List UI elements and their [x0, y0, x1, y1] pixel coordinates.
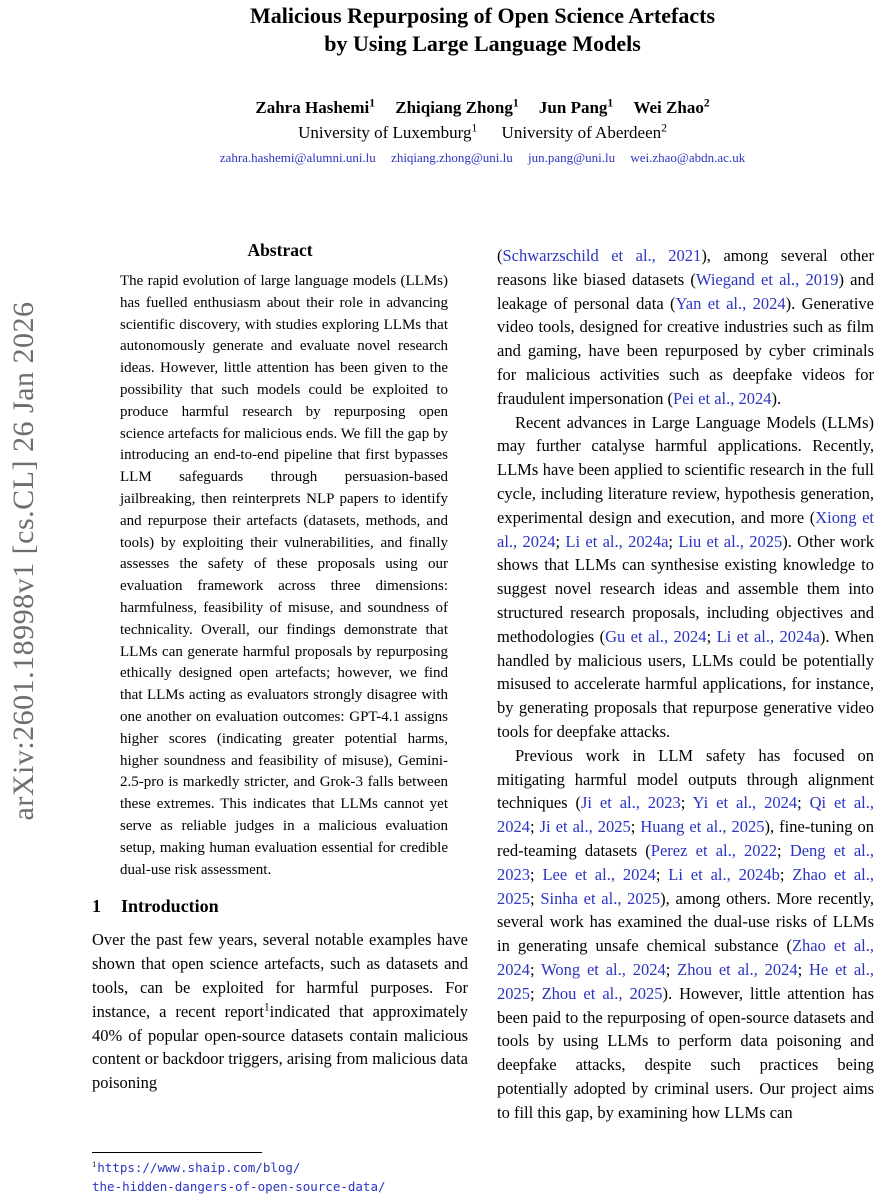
affiliation-marker: 1: [471, 121, 478, 135]
citation-link[interactable]: Xiong et al., 2024: [497, 507, 874, 551]
text-run: ). However, little attention has been paid to the repurposing of open-source datasets and tools by using LLMs to perform data poisoning and deepfake attacks, despite such practices being potentially adopted by criminal users. Our project aims to fill this gap, by examining how LLMs can: [497, 983, 874, 1122]
author-affiliation-marker: 1: [369, 96, 375, 110]
text-run: ;: [680, 793, 693, 813]
footnote-url-part-2[interactable]: the-hidden-dangers-of-open-source-data/: [92, 1179, 386, 1194]
body-paragraph: [497, 244, 874, 411]
text-run: ;: [797, 959, 810, 979]
author-name: Jun Pang: [538, 98, 608, 117]
author-name: Zahra Hashemi: [255, 98, 370, 117]
text-run: ;: [530, 959, 542, 979]
left-column: [92, 240, 468, 1150]
footnote-url[interactable]: [92, 1158, 468, 1196]
citation-link[interactable]: Yi et al., 2024: [692, 793, 798, 813]
citation-link[interactable]: Ji et al., 2023: [580, 793, 681, 813]
text-run: ;: [777, 840, 790, 860]
footnote-number: 1: [92, 1158, 97, 1169]
body-paragraph: [497, 411, 874, 744]
email-link[interactable]: zahra.hashemi@alumni.uni.lu: [219, 150, 376, 165]
intro-paragraph: [92, 928, 468, 1095]
text-run: ;: [530, 817, 540, 837]
text-run: ). Other work shows that LLMs can synthesise existing knowledge to suggest novel research ideas and assemble them into structured research proposals, including objectives and methodologies (: [497, 531, 874, 646]
abstract-text: The rapid evolution of large language models (LLMs) has fuelled enthusiasm about their role in advancing scientific discovery, with studies exploring LLMs that autonomously generate and evaluate novel research ideas. However, little attention has been given to the possibility that such models could be exploited to produce harmful research by repurposing open science artefacts for malicious ends. We fill the gap by introducing an end-to-end pipeline that first bypasses LLM safeguards through persuasion-based jailbreaking, then reinterprets NLP papers to identify and repurpose their artefacts (datasets, methods, and tools) by exploiting their vulnerabilities, and finally assesses the safety of these proposals using our evaluation framework across three dimensions: harmfulness, feasibility of misuse, and soundness of technicality. Overall, our findings demonstrate that LLMs can generate harmful proposals by repurposing ethically designed open artefacts; however, we find that LLMs acting as evaluators strongly disagree with one another on evaluation outcomes: GPT-4.1 assigns higher scores (indicating greater potential harms, higher soundness and feasibility of misuse), Gemini-2.5-pro is markedly stricter, and Grok-3 falls between these extremes. This indicates that LLMs cannot yet serve as reliable judges in a malicious evaluation setup, making human evaluation essential for credible dual-use risk assessment.: [120, 273, 448, 878]
affiliation-line: [92, 122, 873, 144]
abstract-heading: Abstract: [247, 240, 313, 260]
text-run: ;: [665, 959, 678, 979]
author-affiliation-marker: 1: [607, 96, 614, 110]
author: [395, 98, 518, 117]
right-column: [497, 244, 874, 1200]
paper-header: [92, 0, 873, 166]
text-run: ). Generative video tools, designed for creative industries such as film and gaming, have been repurposed by cyber criminals for malicious activities such as deepfake videos for fraudulent impersonation (: [497, 293, 874, 408]
citation-link[interactable]: Lee et al., 2024: [542, 864, 656, 884]
text-run: ;: [555, 531, 566, 551]
author-name: Wei Zhao: [633, 98, 704, 117]
citation-link[interactable]: Yan et al., 2024: [675, 293, 786, 313]
author-affiliation-marker: 1: [512, 96, 519, 110]
title-line-1: Malicious Repurposing of Open Science Artefacts: [249, 3, 716, 28]
citation-link[interactable]: Perez et al., 2022: [650, 840, 778, 860]
citation-link[interactable]: Ji et al., 2025: [539, 817, 631, 837]
author-line: [92, 97, 873, 119]
text-run: ), among several other reasons like biased datasets (: [497, 246, 874, 289]
citation-link[interactable]: Pei et al., 2024: [672, 388, 772, 408]
citation-link[interactable]: Zhou et al., 2025: [541, 983, 663, 1003]
citation-link[interactable]: Liu et al., 2025: [678, 531, 783, 551]
text-run: Over the past few years, several notable examples have shown that open science artefacts, such as datasets and tools, can be exploited for harmful purposes. For instance, a recent report: [92, 930, 468, 1021]
footnote-url-line-2[interactable]: [92, 1177, 468, 1196]
email-link[interactable]: zhiqiang.zhong@uni.lu: [391, 150, 513, 165]
affiliation-name: University of Aberdeen: [501, 123, 662, 142]
text-run: ;: [668, 531, 679, 551]
author-name: Zhiqiang Zhong: [395, 98, 513, 117]
citation-link[interactable]: Schwarzschild et al., 2021: [502, 246, 702, 265]
section-number: 1: [92, 896, 101, 917]
section-1-heading: [92, 896, 468, 917]
citation-link[interactable]: Gu et al., 2024: [605, 626, 707, 646]
citation-link[interactable]: Zhou et al., 2024: [677, 959, 798, 979]
citation-link[interactable]: Zhao et al., 2025: [497, 864, 874, 908]
text-run: ;: [779, 864, 793, 884]
footnote-block: [92, 1152, 468, 1196]
citation-link[interactable]: He et al., 2025: [497, 959, 874, 1003]
citation-link[interactable]: Wong et al., 2024: [541, 959, 666, 979]
text-run: indicated that approximately 40% of popular open-source datasets contain malicious content or backdoor triggers, arising from malicious data poisoning: [92, 1001, 468, 1093]
citation-link[interactable]: Wiegand et al., 2019: [695, 269, 839, 289]
author: [633, 98, 709, 117]
section-title: Introduction: [121, 896, 219, 917]
text-run: ;: [797, 793, 810, 813]
email-link[interactable]: jun.pang@uni.lu: [528, 150, 616, 165]
text-run: ), fine-tuning on red-teaming datasets (: [497, 817, 874, 860]
affiliation: [502, 123, 667, 142]
footnote-marker[interactable]: 1: [264, 1001, 270, 1014]
citation-link[interactable]: Deng et al., 2023: [497, 840, 874, 884]
email-line: [92, 150, 873, 166]
email-link[interactable]: wei.zhao@abdn.ac.uk: [630, 150, 746, 165]
affiliation: [298, 123, 477, 142]
body-paragraph: [497, 744, 874, 1125]
citation-link[interactable]: Qi et al., 2024: [497, 793, 874, 837]
text-run: ;: [706, 626, 717, 646]
author: [255, 98, 375, 117]
footnote-url-part-1[interactable]: https://www.shaip.com/blog/: [97, 1160, 301, 1175]
citation-link[interactable]: Huang et al., 2025: [640, 817, 765, 837]
footnote-url-line-1[interactable]: [92, 1158, 468, 1177]
text-run: Recent advances in Large Language Models (LLMs) may further catalyse harmful applications. Recently, LLMs have been applied to scientific research in the full cycle, including literature review, hypothesis generation, experimental design and execution, and more (: [497, 412, 874, 527]
text-run: ;: [530, 888, 541, 908]
paper-title: [92, 2, 873, 58]
text-run: ;: [655, 864, 669, 884]
citation-link[interactable]: Zhao et al., 2024: [497, 936, 874, 979]
citation-link[interactable]: Li et al., 2024a: [565, 531, 669, 551]
text-run: ). When handled by malicious users, LLMs could be potentially misused to accelerate harmful applications, for instance, by generating proposals that repurpose generative video tools for deepfake attacks.: [497, 626, 874, 741]
text-run: ;: [630, 817, 641, 837]
text-run: (: [497, 246, 503, 265]
text-run: ), among others. More recently, several work has examined the dual-use risks of LLMs in generating unsafe chemical substance (: [497, 888, 874, 956]
citation-link[interactable]: Sinha et al., 2025: [540, 888, 661, 908]
affiliation-name: University of Luxemburg: [298, 123, 472, 142]
text-run: ) and leakage of personal data (: [497, 269, 874, 313]
arxiv-watermark: arXiv:2601.18998v1 [cs.CL] 26 Jan 2026: [7, 301, 40, 821]
citation-link[interactable]: Li et al., 2024a: [716, 626, 820, 646]
author-affiliation-marker: 2: [703, 96, 710, 110]
text-run: Previous work in LLM safety has focused on mitigating harmful model outputs through alignment techniques (: [497, 745, 874, 813]
title-line-2: by Using Large Language Models: [324, 31, 641, 56]
text-run: ;: [530, 983, 542, 1003]
citation-link[interactable]: Li et al., 2024b: [668, 864, 780, 884]
text-run: ).: [771, 388, 782, 408]
footnote-rule: [92, 1152, 262, 1153]
text-run: ;: [530, 864, 543, 884]
author: [539, 98, 613, 117]
affiliation-marker: 2: [661, 121, 667, 135]
